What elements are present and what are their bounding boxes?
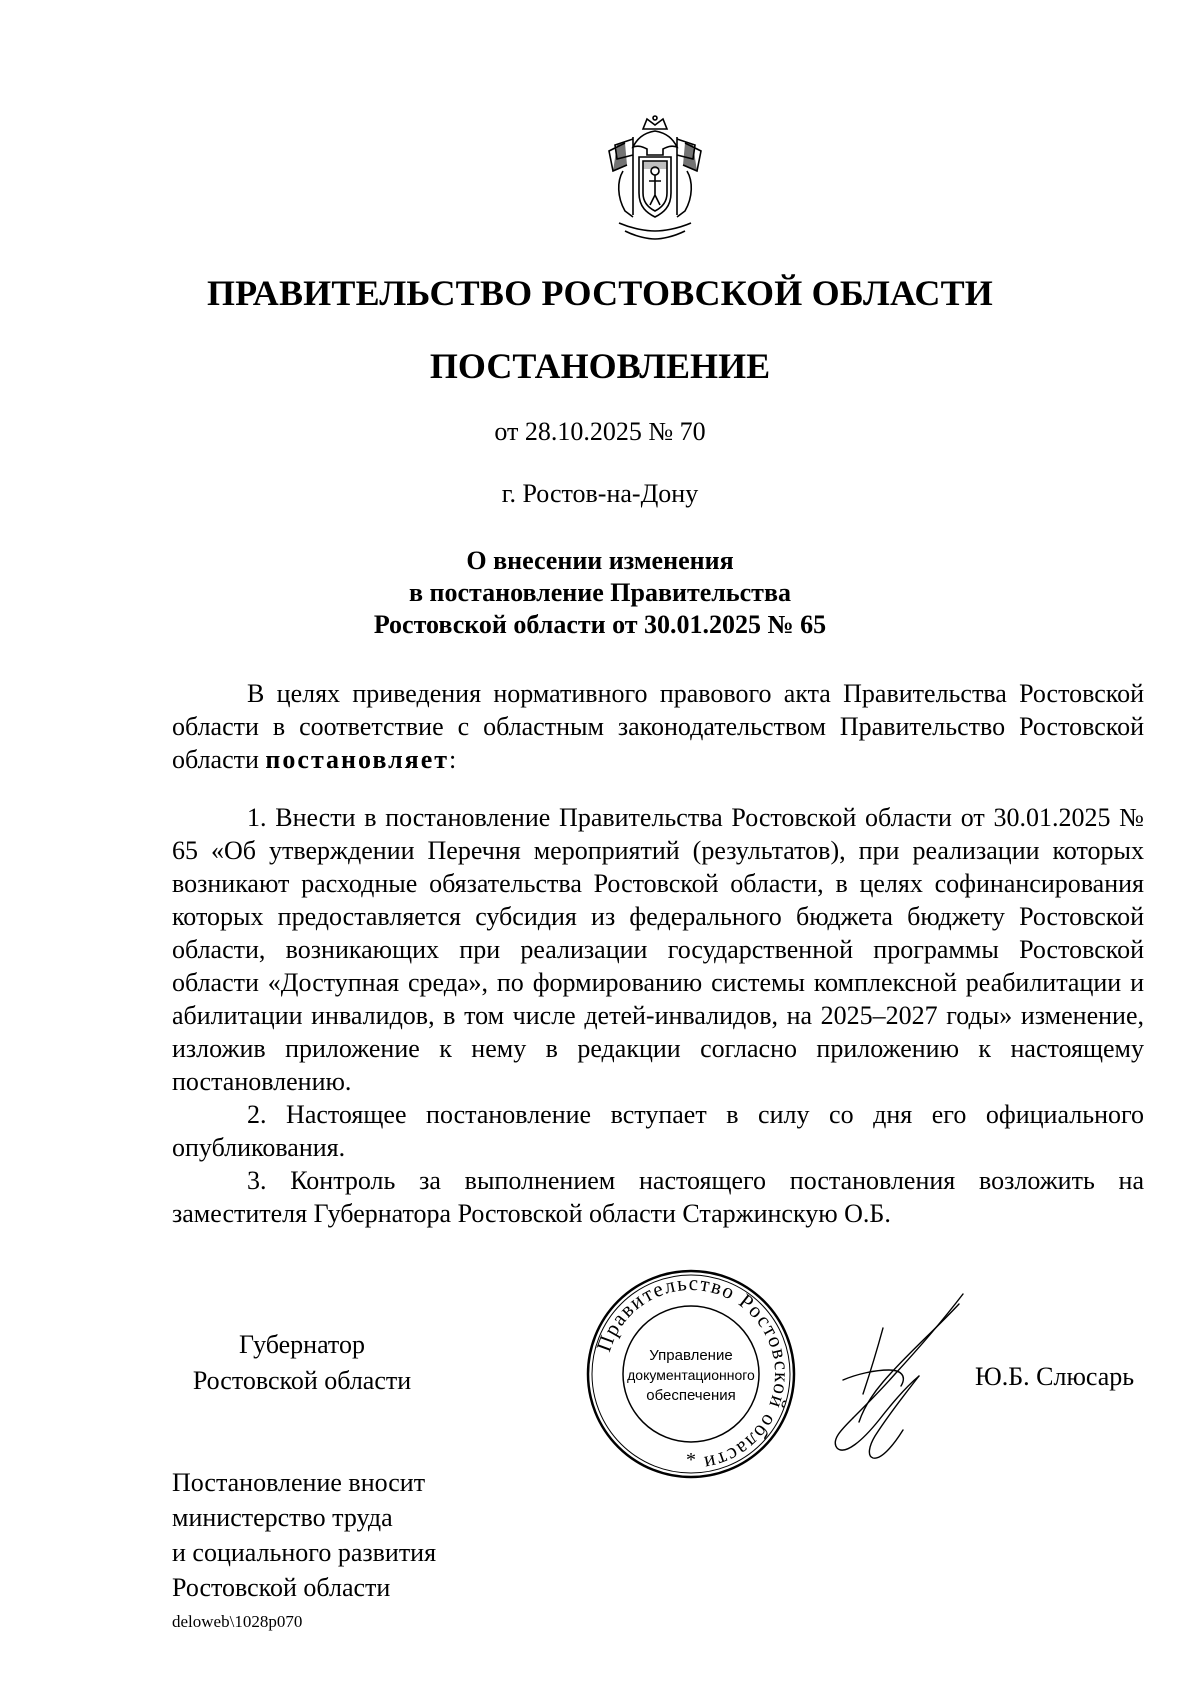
preamble-text: В целях приведения нормативного правового акта Правительства Ростовской области в соответствие с областным законодательством Правительство Ростовской области [172,679,1144,774]
document-date-number: от 28.10.2025 № 70 [494,417,706,446]
submitter-line: и социального развития [172,1538,437,1567]
submitter-line: министерство труда [172,1503,393,1532]
document-city: г. Ростов-на-Дону [501,479,699,508]
organization-title: ПРАВИТЕЛЬСТВО РОСТОВСКОЙ ОБЛАСТИ [206,273,994,313]
preamble-paragraph [172,677,1144,776]
document-registry-code: deloweb\1028p070 [172,1612,303,1631]
submitter-line: Постановление вносит [172,1468,426,1497]
document-subject [0,545,1200,641]
seal-center-line: Управление [649,1347,733,1364]
resolution-item: 1. Внести в постановление Правительства Ростовской области от 30.01.2025 № 65 «Об утверждении Перечня мероприятий (результатов), при реализации которых возникают расходные обязательства Ростовской области, в целях софинансирования которых предоставляется субсидия из федерального бюджета бюджету Ростовской области, возникающих при реализации государственной программы Ростовской области «Доступная среда», по формированию системы комплексной реабилитации и абилитации инвалидов, в том числе детей-инвалидов, на 2025–2027 годы» изменение, изложив приложение к нему в редакции согласно приложению к настоящему постановлению. [172,803,1144,1096]
resolution-items [172,801,1144,1230]
preamble-keyword: постановляет [265,745,450,774]
resolution-item: 3. Контроль за выполнением настоящего постановления возложить на заместителя Губернатора Ростовской области Старжинскую О.Б. [172,1166,1144,1228]
resolution-item: 2. Настоящее постановление вступает в силу со дня его официального опубликования. [172,1100,1144,1162]
official-round-seal-icon [585,1268,797,1480]
handwritten-signature-icon [823,1290,973,1465]
seal-center-line: документационного [627,1367,755,1383]
rostov-oblast-coat-of-arms-icon [603,115,707,243]
subject-line: О внесении изменения [466,546,734,575]
signatory-title-line: Ростовской области [192,1366,412,1395]
preamble-ending: : [449,745,457,774]
document-type: ПОСТАНОВЛЕНИЕ [429,346,771,386]
subject-line: Ростовской области от 30.01.2025 № 65 [373,610,827,639]
subject-line: в постановление Правительства [408,578,791,607]
seal-ring-text: Правительство Ростовской области [591,1270,795,1477]
submitter-line: Ростовской области [172,1573,391,1602]
signatory-title-line: Губернатор [239,1330,365,1359]
signatory-title [172,1327,432,1399]
signatory-name: Ю.Б. Слюсарь [975,1362,1135,1391]
seal-star: * [686,1449,696,1471]
submitted-by-block [172,1465,436,1605]
seal-center-line: обеспечения [646,1387,736,1404]
